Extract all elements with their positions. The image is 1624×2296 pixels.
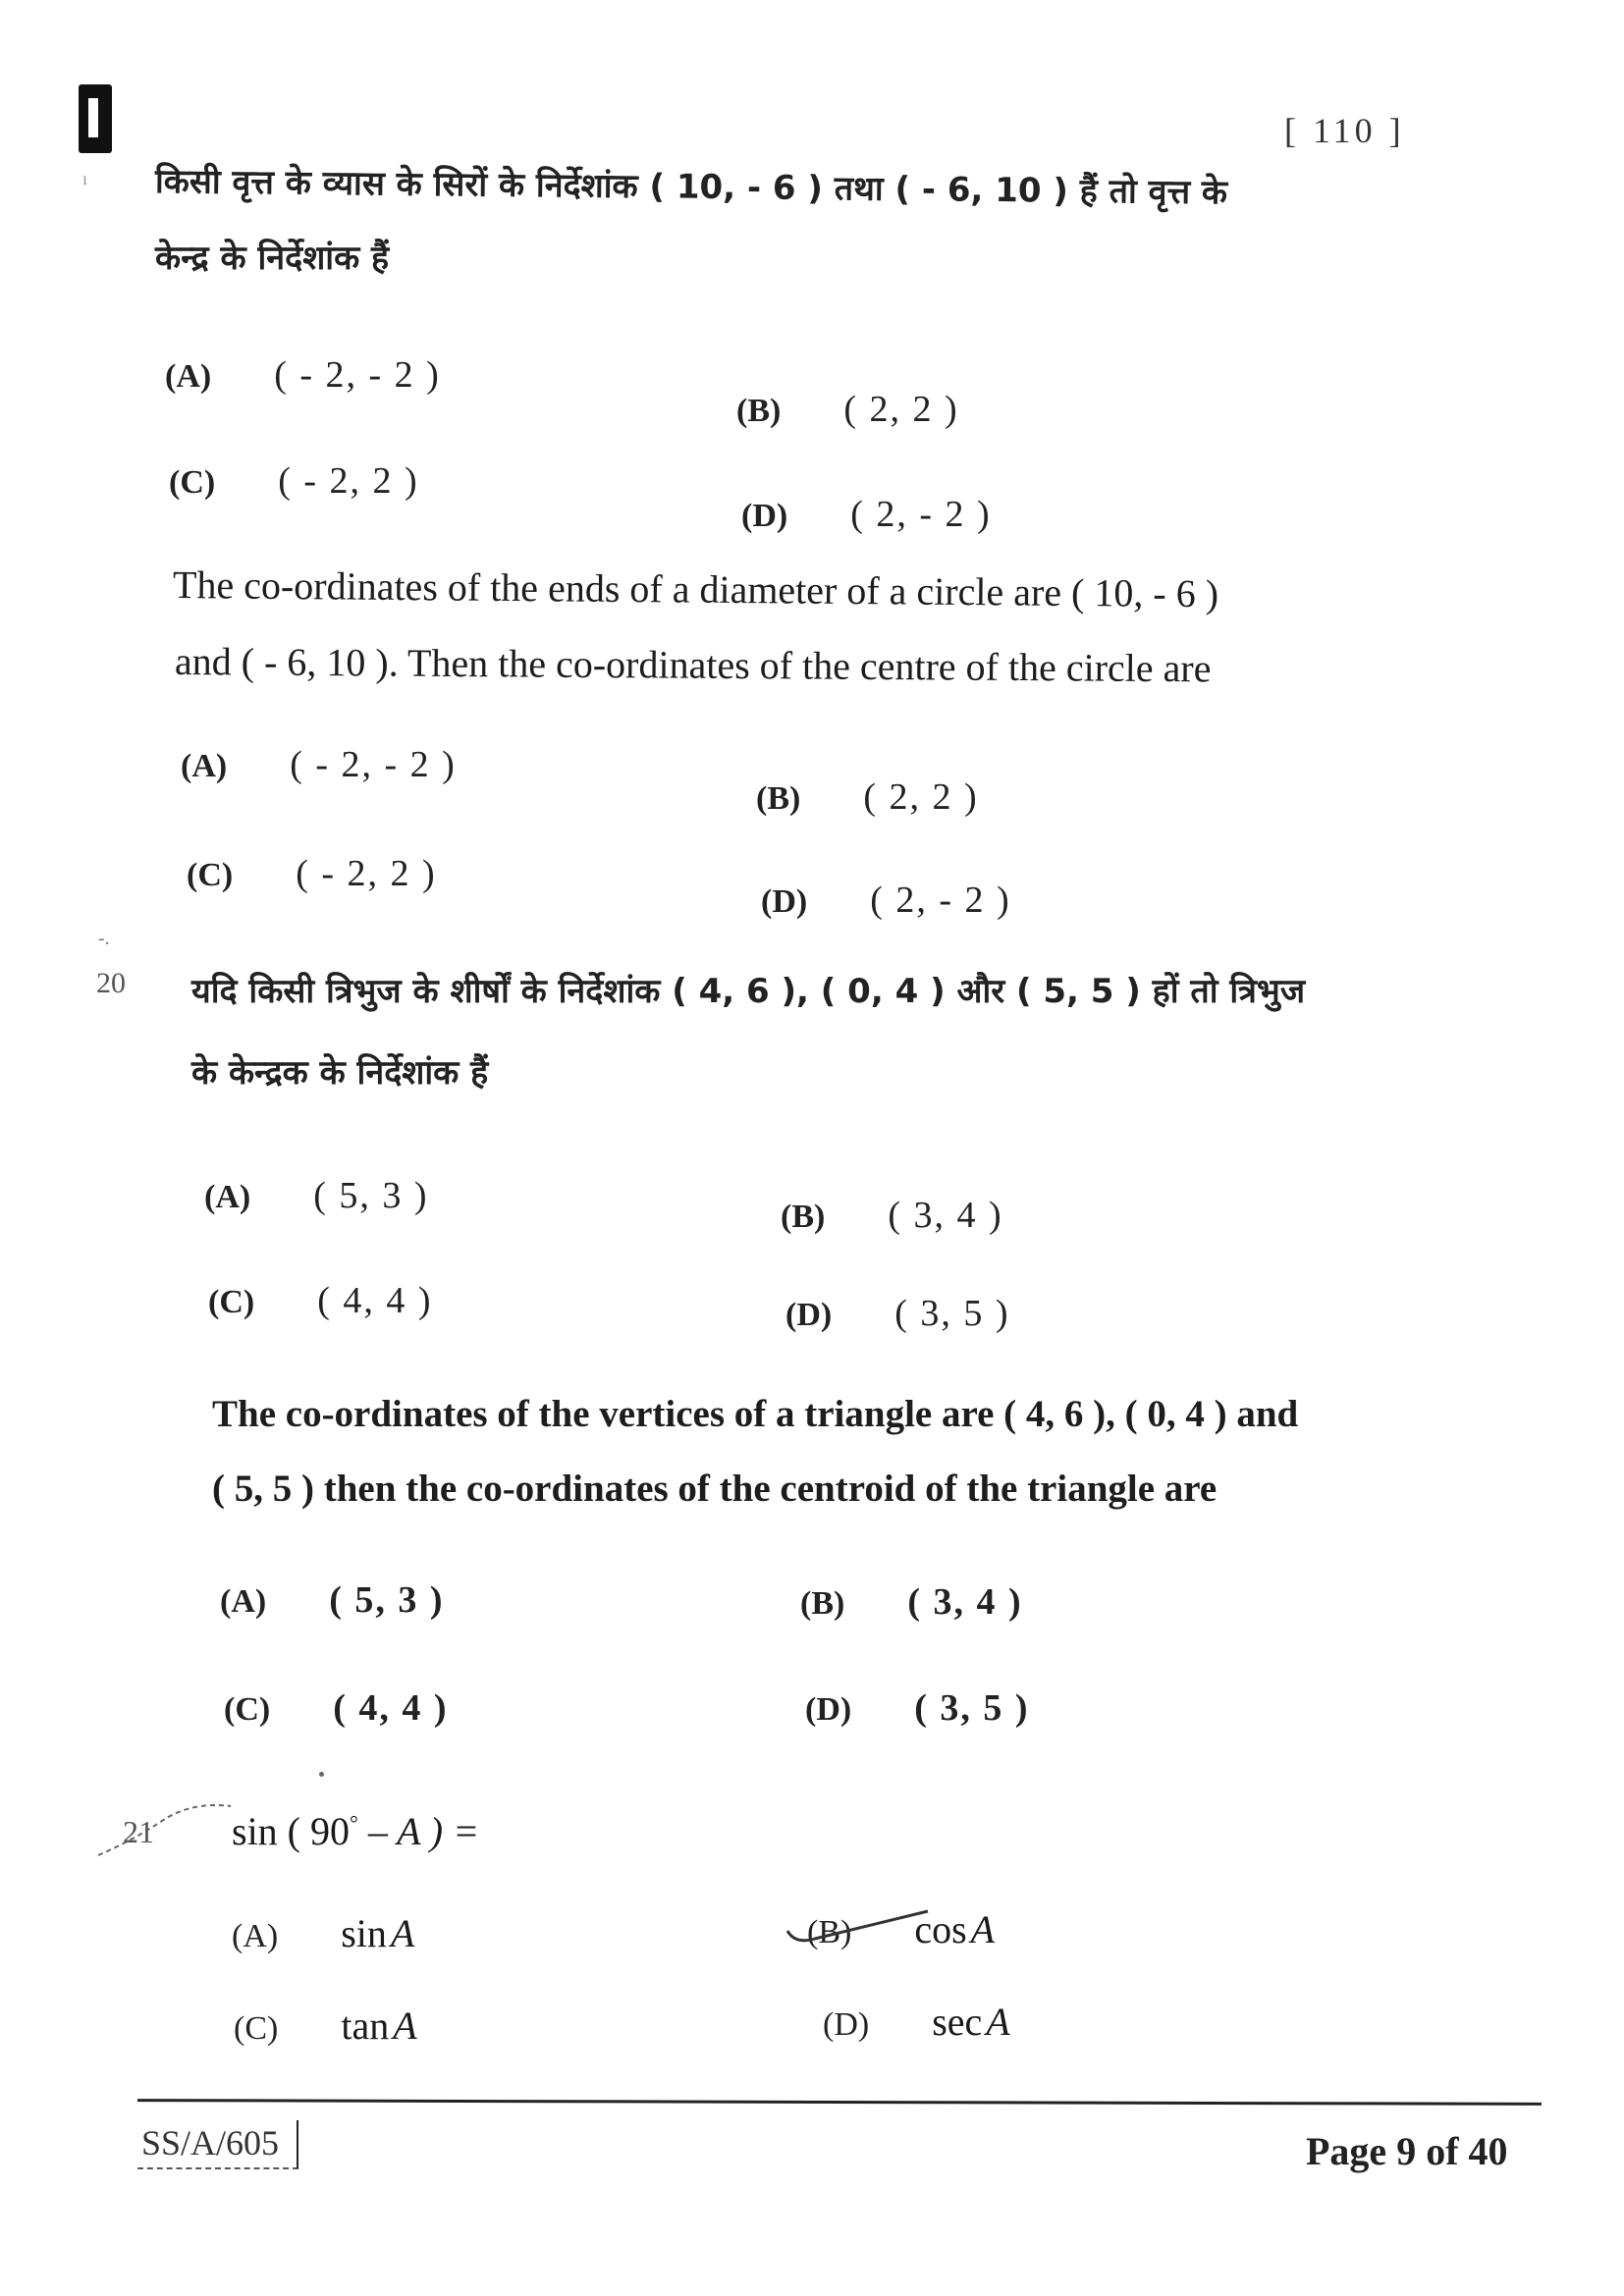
option-var: A <box>390 1911 415 1955</box>
q20-hindi-line2: के केन्द्रक के निर्देशांक हैं <box>191 1053 489 1093</box>
option-label: (C) <box>234 2010 279 2047</box>
marker-inner-glyph <box>88 98 98 137</box>
option-value: ( 5, 3 ) <box>313 1175 429 1216</box>
option-label: (B) <box>736 393 782 429</box>
margin-mark: ı <box>82 169 88 188</box>
q19-english-option-d[interactable] <box>761 879 1011 922</box>
option-label: (A) <box>165 358 212 395</box>
option-func: sec <box>932 2000 983 2044</box>
answer-tick-icon <box>785 1909 933 1949</box>
option-label: (D) <box>761 883 808 920</box>
paper-code: SS/A/605 <box>137 2120 298 2169</box>
q19-english-option-c[interactable] <box>187 852 437 895</box>
option-label: (B) <box>756 780 801 817</box>
option-func: tan <box>341 2003 390 2048</box>
option-label: (B) <box>781 1199 826 1235</box>
expr-prefix: sin ( 90 <box>232 1809 350 1853</box>
expr-suffix: – A ) = <box>357 1809 480 1853</box>
q20-hindi-line1: यदि किसी त्रिभुज के शीर्षों के निर्देशांक ( 4, 6 ), ( 0, 4 ) और ( 5, 5 ) हों तो त्रिभुज <box>191 972 1306 1011</box>
q20-hindi-option-c[interactable] <box>208 1279 433 1322</box>
option-value: ( 2, 2 ) <box>843 389 959 430</box>
question-code: [ 110 ] <box>1284 111 1405 150</box>
stray-dot <box>319 1772 324 1777</box>
option-func: sin <box>341 1911 387 1955</box>
q19-english-line1: The co-ordinates of the ends of a diameter of a circle are ( 10, - 6 ) <box>172 562 1219 616</box>
q21-expression <box>232 1808 479 1854</box>
option-label: (C) <box>169 464 216 501</box>
option-label: (A) <box>220 1583 267 1620</box>
option-value: ( 3, 5 ) <box>894 1293 1010 1334</box>
option-label: (C) <box>187 857 234 893</box>
option-label: (C) <box>208 1284 255 1320</box>
option-var: A <box>970 1907 996 1951</box>
option-label: (D) <box>741 498 788 534</box>
q20-english-option-c[interactable] <box>224 1686 449 1730</box>
option-label: (A) <box>204 1179 251 1215</box>
q20-number: 20 <box>96 967 126 999</box>
option-value: ( 2, 2 ) <box>863 776 979 818</box>
q20-hindi-option-a[interactable] <box>204 1174 429 1217</box>
q21-option-c[interactable] <box>234 2002 417 2049</box>
q20-hindi-option-d[interactable] <box>785 1292 1010 1335</box>
option-label: (A) <box>181 748 228 784</box>
option-value: ( 3, 5 ) <box>914 1687 1030 1729</box>
q20-english-option-d[interactable] <box>805 1686 1030 1730</box>
q19-hindi-line2: केन्द्र के निर्देशांक हैं <box>155 239 390 278</box>
option-value: ( 2, - 2 ) <box>850 494 992 535</box>
option-label: (D) <box>785 1297 833 1333</box>
option-value: ( 4, 4 ) <box>333 1687 449 1729</box>
q20-english-option-b[interactable] <box>800 1580 1023 1624</box>
q20-hindi-option-b[interactable] <box>781 1194 1003 1237</box>
option-value: ( - 2, - 2 ) <box>290 744 457 785</box>
option-label: (B) <box>800 1585 845 1622</box>
q20-english-line1: The co-ordinates of the vertices of a triangle are ( 4, 6 ), ( 0, 4 ) and <box>212 1393 1299 1435</box>
option-label: (B) <box>807 1914 852 1950</box>
expr-degree: ° <box>350 1810 358 1836</box>
option-label: (C) <box>224 1691 271 1728</box>
footer-divider <box>137 2099 1542 2106</box>
q19-hindi-option-c[interactable] <box>169 459 419 503</box>
option-label: (A) <box>232 1918 279 1954</box>
option-value: ( - 2, - 2 ) <box>274 354 441 396</box>
q20-english-line2: ( 5, 5 ) then the co-ordinates of the centroid of the triangle are <box>212 1468 1218 1510</box>
stray-mark: -. <box>98 928 110 949</box>
option-value: ( 3, 4 ) <box>888 1195 1003 1236</box>
option-value: ( 4, 4 ) <box>317 1280 433 1321</box>
option-func: cos <box>914 1907 967 1951</box>
q21-number: 21 <box>123 1814 154 1849</box>
page-corner-marker <box>79 84 112 153</box>
option-value: ( - 2, 2 ) <box>278 460 419 502</box>
q21-option-a[interactable] <box>232 1910 414 1956</box>
option-value: ( 2, - 2 ) <box>870 880 1011 921</box>
page-number: Page 9 of 40 <box>1306 2129 1508 2173</box>
option-label: (D) <box>823 2006 870 2043</box>
q21-option-d[interactable] <box>823 1999 1010 2045</box>
q19-hindi-option-d[interactable] <box>741 493 992 536</box>
option-var: A <box>986 2000 1010 2044</box>
option-value: ( 5, 3 ) <box>329 1579 445 1621</box>
option-var: A <box>393 2003 417 2048</box>
q19-hindi-option-a[interactable] <box>165 353 441 397</box>
q20-english-option-a[interactable] <box>220 1578 445 1622</box>
option-value: ( 3, 4 ) <box>907 1581 1023 1623</box>
q19-english-option-b[interactable] <box>756 775 979 819</box>
pencil-scribble-icon <box>93 1801 241 1870</box>
option-value: ( - 2, 2 ) <box>296 853 437 894</box>
q19-english-line2: and ( - 6, 10 ). Then the co-ordinates of the centre of the circle are <box>174 639 1212 691</box>
q19-hindi-option-b[interactable] <box>736 388 959 431</box>
q19-hindi-line1: किसी वृत्त के व्यास के सिरों के निर्देशांक ( 10, - 6 ) तथा ( - 6, 10 ) हैं तो वृत्त के <box>154 162 1228 213</box>
option-label: (D) <box>805 1691 852 1728</box>
q19-english-option-a[interactable] <box>181 743 457 786</box>
